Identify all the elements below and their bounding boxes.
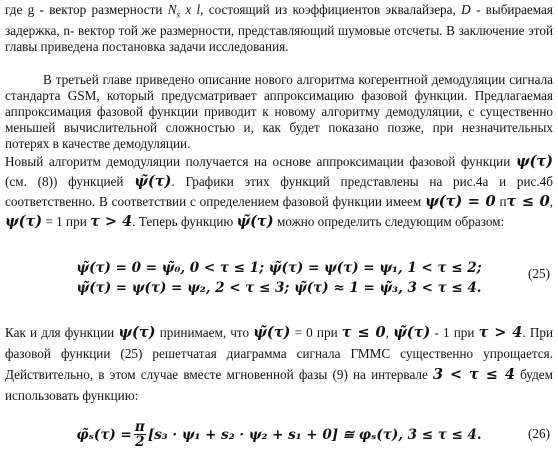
- math-condition: τ > 4: [478, 323, 523, 341]
- text: принимаем, что: [155, 324, 254, 340]
- equation-26: [5, 418, 553, 452]
- math-condition: τ ≤ 0: [506, 192, 550, 210]
- text: . При фазовой функции (25) решетчатая диаграмма сигнала ГММС существенно упрощается. Действительно, в этом случае вместе мгновенной фазы (9) на интервале: [5, 324, 554, 382]
- text: Как и для функции: [5, 324, 119, 340]
- text: (см. (8)) функцией: [5, 173, 135, 189]
- math-psi-tilde: ψ̃(τ): [134, 172, 172, 190]
- fraction-pi-over-2: [134, 420, 146, 449]
- math-psi-tilde: ψ̃(τ): [253, 323, 291, 341]
- text: можно определить следующим образом:: [273, 213, 505, 229]
- text: , состоящий из коэффициентов эквалайзера,: [200, 2, 462, 17]
- math-xl: x l: [180, 2, 201, 17]
- math-psi-tilde: ψ̃(τ): [236, 212, 274, 230]
- equation-26-lhs: φ̃ₛ(τ) =: [76, 426, 132, 443]
- text: Новый алгоритм демодуляции получается на основе аппроксимации фазовой функции: [5, 153, 516, 169]
- equation-26-rhs: [s₃ · ψ₁ + s₂ · ψ₂ + s₁ + 0] ≅ φₛ(τ), 3 ≤ τ ≤ 4.: [147, 426, 482, 443]
- math-psi: ψ(τ): [515, 152, 553, 170]
- paragraph-2: В третьей главе приведено описание нового алгоритма когерентной демодуляции сигнала стандарта GSM, который предусматривает аппроксимацию фазовой функции. Предлагаемая аппроксимация фазовой функции приводит к новому алгоритму демодуляции, с существенно меньшей вычислительной сложностью и, как будет показано позже, при незначительных потерях в качестве демодуляции.: [5, 71, 553, 151]
- text: ,: [549, 193, 553, 209]
- text: - выбираемая задержка, n- вектор той же размерности, представляющий шумовые отсчеты. В заключение этой главы приведена постановка задачи исследования.: [5, 2, 553, 54]
- math-psi: ψ(τ): [5, 212, 43, 230]
- text: = 1 при: [42, 213, 91, 229]
- math-condition: ψ(τ) = 0: [425, 192, 496, 210]
- math-sub-s: s: [176, 9, 181, 20]
- math-psi: ψ(τ): [118, 323, 156, 341]
- paragraph-1: [5, 2, 553, 55]
- fraction-denominator: 2: [135, 434, 145, 451]
- text: ,: [385, 324, 394, 340]
- paragraph-3: [5, 152, 553, 232]
- text: = 0 при: [290, 324, 342, 340]
- math-condition: 3 < τ ≤ 4: [433, 365, 515, 383]
- equation-number: (26): [528, 425, 550, 441]
- text: будем использовать функцию:: [5, 366, 553, 403]
- equation-25-line-2: ψ̃(τ) = ψ(τ) = ψ₂, 2 < τ ≤ 3; ψ̃(τ) ≈ 1 = ψ̃₃, 3 < τ ≤ 4.: [76, 279, 482, 296]
- math-d: D: [461, 2, 471, 17]
- text: где g - вектор размерности: [5, 2, 168, 17]
- text: п: [495, 193, 507, 209]
- math-condition: τ ≤ 0: [341, 323, 386, 341]
- text: . Графики этих функций представлены на рис.4а и рис.4б соответственно. В соответствии с определением фазовой функции имеем: [5, 173, 553, 209]
- equation-25: [5, 258, 553, 298]
- document-page: [5, 0, 553, 452]
- paragraph-4: [5, 322, 553, 406]
- math-n: N: [167, 2, 177, 17]
- equation-number: (25): [528, 265, 550, 281]
- text: - 1 при: [430, 324, 479, 340]
- math-psi-tilde: ψ̃(τ): [393, 323, 431, 341]
- fraction-numerator: π: [134, 419, 145, 436]
- equation-25-line-1: ψ̃(τ) = 0 = ψ̃₀, 0 < τ ≤ 1; ψ̃(τ) = ψ(τ) = ψ₁, 1 < τ ≤ 2;: [76, 259, 482, 276]
- math-condition: τ > 4: [90, 212, 133, 230]
- text: . Теперь функцию: [132, 213, 237, 229]
